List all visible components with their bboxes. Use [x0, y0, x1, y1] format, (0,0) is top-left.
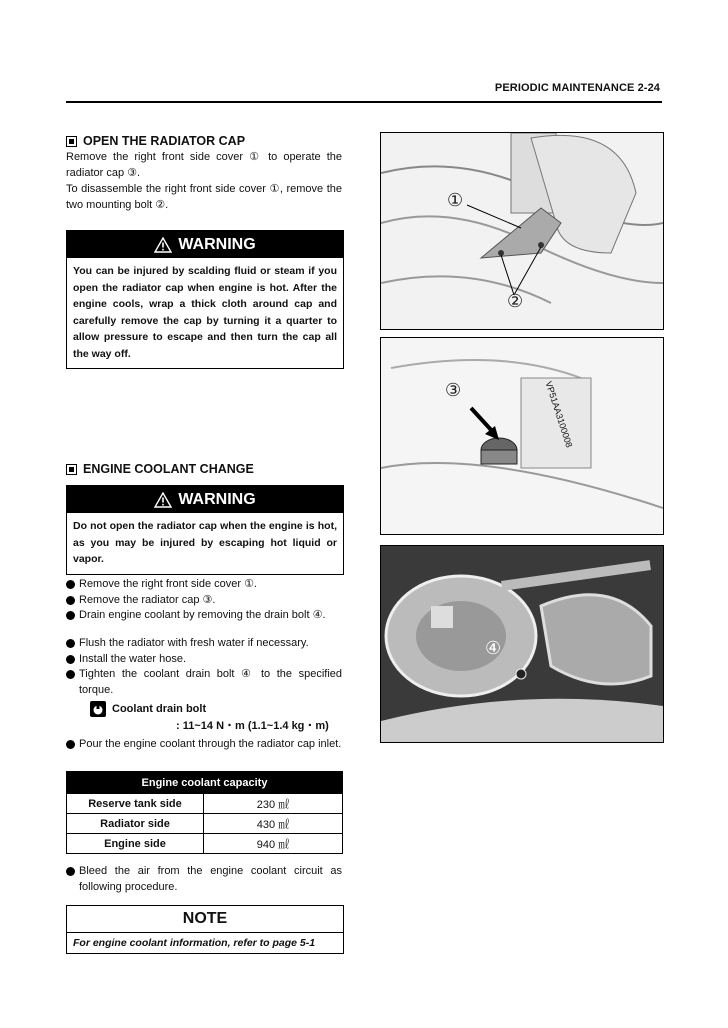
bullet-icon: [66, 611, 75, 620]
callout-4: ④: [485, 638, 502, 659]
table-row: [67, 814, 343, 834]
note-text: For engine coolant information, refer to page 5-1: [73, 937, 316, 949]
bullet-icon: [66, 655, 75, 664]
photo-side-cover: [380, 132, 664, 330]
table-cell-label: Engine side: [67, 834, 204, 854]
list-item: Install the water hose.: [66, 652, 342, 668]
warning-label: WARNING: [178, 235, 256, 253]
steps-list: [66, 636, 342, 698]
section-title: OPEN THE RADIATOR CAP: [83, 134, 246, 148]
instruction-paragraph: Remove the right front side cover ① to operate the radiator cap ③.: [66, 151, 342, 179]
bullet-icon: [66, 639, 75, 648]
torque-spec-value: : 11~14 N・m (1.1~1.4 kg・m): [176, 720, 329, 732]
section-open-radiator-cap: [66, 134, 245, 148]
table-row: [67, 794, 343, 814]
warning-header: [67, 231, 343, 258]
table-cell-value: 430 ㎖: [204, 814, 343, 834]
photo-code-label: VP51AA3100008: [543, 380, 575, 449]
warning-text: Do not open the radiator cap when the engine is hot, as you may be injured by escaping hot liquid or vapor.: [73, 520, 337, 565]
table-cell-label: Radiator side: [67, 814, 204, 834]
callout-1: ①: [447, 190, 464, 211]
warning-box: [66, 485, 344, 575]
bullet-icon: [66, 670, 75, 679]
table-row: [67, 834, 343, 854]
section-marker-icon: [66, 136, 77, 147]
bullet-icon: [66, 596, 75, 605]
list-item: Tighten the coolant drain bolt ④ to the specified torque.: [66, 667, 342, 698]
bullet-icon: [66, 740, 75, 749]
radiator-cap-illustration: [381, 338, 663, 534]
callout-3: ③: [445, 380, 462, 401]
warning-triangle-icon: [154, 492, 172, 508]
steps-list: [66, 737, 342, 753]
warning-text: You can be injured by scalding fluid or steam if you open the radiator cap when engine is hot. After the engine cools, wrap a thick cloth around cap and carefully remove the cap by turning it a quarter to allow pressure to escape and then turn the cap all the way off.: [73, 265, 337, 360]
steps-list: [66, 864, 342, 895]
list-item: Bleed the air from the engine coolant circuit as following procedure.: [66, 864, 342, 895]
steps-list: [66, 577, 342, 624]
table-cell-value: 230 ㎖: [204, 794, 343, 814]
list-item: Remove the radiator cap ③.: [66, 593, 342, 609]
list-item: Remove the right front side cover ①.: [66, 577, 342, 593]
bullet-icon: [66, 580, 75, 589]
table-cell-value: 940 ㎖: [204, 834, 343, 854]
list-item: Drain engine coolant by removing the drain bolt ④.: [66, 608, 342, 624]
table-cell-label: Reserve tank side: [67, 794, 204, 814]
note-label: NOTE: [67, 906, 343, 933]
list-item: Pour the engine coolant through the radiator cap inlet.: [66, 737, 342, 753]
section-title: ENGINE COOLANT CHANGE: [83, 462, 254, 476]
list-item: Flush the radiator with fresh water if necessary.: [66, 636, 342, 652]
note-box: [66, 905, 344, 954]
warning-header: [67, 486, 343, 513]
coolant-capacity-table: [66, 771, 343, 854]
drain-bolt-illustration: [381, 546, 663, 742]
warning-triangle-icon: [154, 237, 172, 253]
section-marker-icon: [66, 464, 77, 475]
warning-label: WARNING: [178, 490, 256, 508]
torque-wrench-icon: [90, 701, 106, 717]
table-header: Engine coolant capacity: [67, 772, 343, 794]
header-rule: [66, 101, 662, 103]
section-engine-coolant-change: [66, 462, 254, 476]
instruction-paragraph: To disassemble the right front side cover ①, remove the two mounting bolt ②.: [66, 183, 342, 211]
photo-drain-bolt: [380, 545, 664, 743]
photo-radiator-cap: [380, 337, 664, 535]
torque-spec-name: Coolant drain bolt: [90, 701, 206, 717]
callout-2: ②: [507, 291, 524, 312]
warning-box: [66, 230, 344, 369]
bullet-icon: [66, 867, 75, 876]
running-header: PERIODIC MAINTENANCE 2-24: [494, 82, 660, 94]
